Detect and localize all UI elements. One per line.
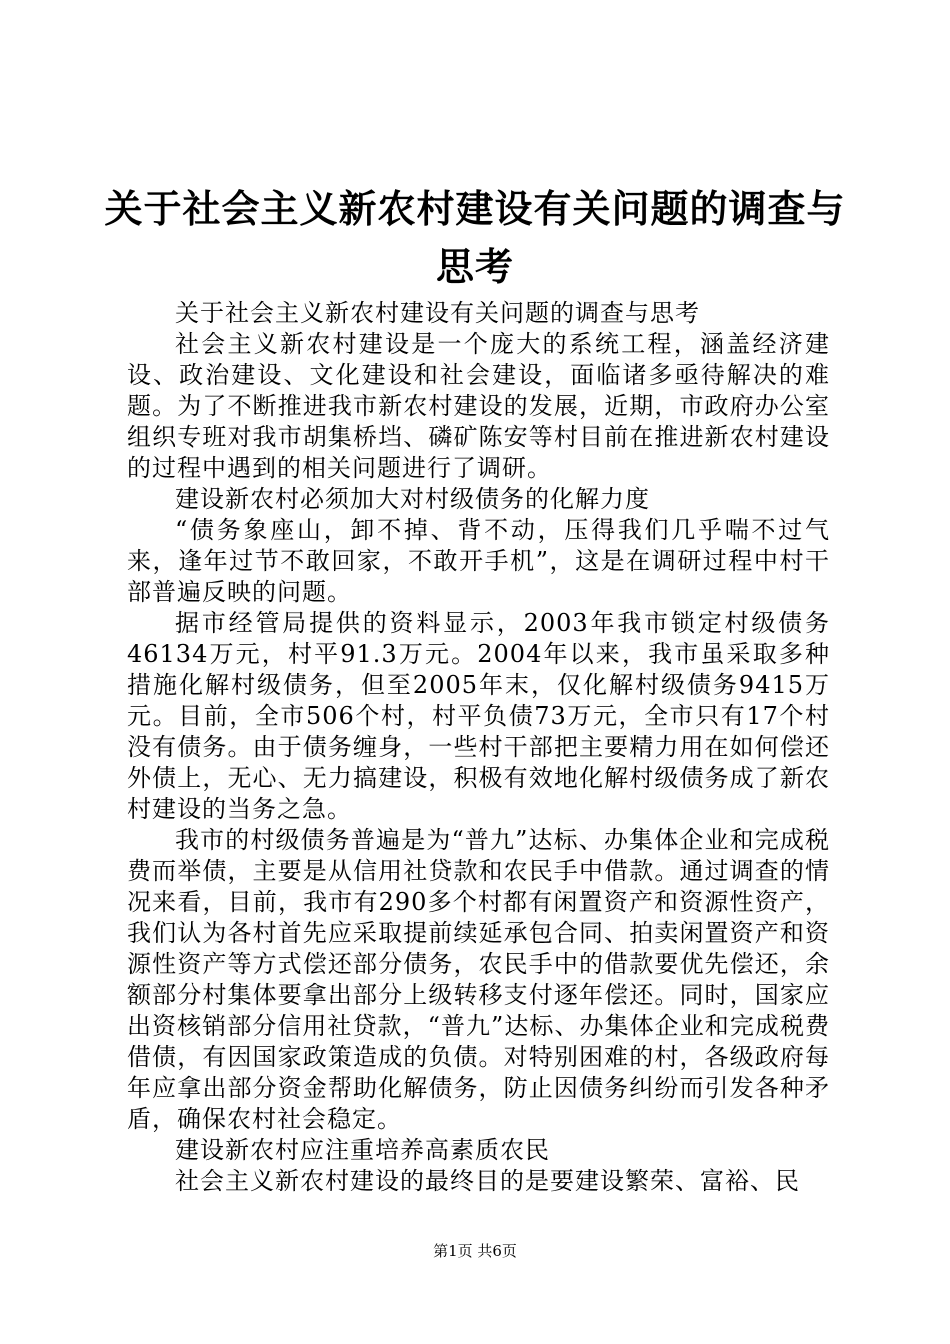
section-heading-farmers: 建设新农村应注重培养高素质农民 xyxy=(175,1136,550,1164)
paragraph-debt-data: 据市经管局提供的资料显示，2003年我市锁定村级债务46134万元，村平91.3万元。2004年以来，我市虽采取多种措施化解村级债务，但至2005年末，仅化解村级债务9415万元。目前，全市506个村，村平负债73万元，全市只有17个村没有债务。由于债务缠身，一些村干部把主要精力用在如何偿还外债上，无心、无力搞建设，积极有效地化解村级债务成了新农村建设的当务之急。 xyxy=(127,609,830,823)
document-body xyxy=(127,298,830,1197)
paragraph-debt-measures: 我市的村级债务普遍是为“普九”达标、办集体企业和完成税费而举债，主要是从信用社贷款和农民手中借款。通过调查的情况来看，目前，我市有290多个村都有闲置资产和资源性资产，我们认为各村首先应采取提前续延承包合同、拍卖闲置资产和资源性资产等方式偿还部分债务，农民手中的借款要优先偿还，余额部分村集体要拿出部分上级转移支付逐年偿还。同时，国家应出资核销部分信用社贷款，“普九”达标、办集体企业和完成税费借债，有因国家政策造成的负债。对特别困难的村，各级政府每年应拿出部分资金帮助化解债务，防止因债务纠纷而引发各种矛盾，确保农村社会稳定。 xyxy=(127,826,830,1133)
paragraph-debt-quote: “债务象座山，卸不掉、背不动，压得我们几乎喘不过气来，逢年过节不敢回家，不敢开手机”，这是在调研过程中村干部普遍反映的问题。 xyxy=(127,516,830,606)
paragraph-farmers-start: 社会主义新农村建设的最终目的是要建设繁荣、富裕、民 xyxy=(175,1167,800,1195)
document-title: 关于社会主义新农村建设有关问题的调查与思考 xyxy=(104,186,846,289)
paragraph-intro: 社会主义新农村建设是一个庞大的系统工程，涵盖经济建设、政治建设、文化建设和社会建设，面临诸多亟待解决的难题。为了不断推进我市新农村建设的发展，近期，市政府办公室组织专班对我市胡集桥垱、磷矿陈安等村目前在推进新农村建设的过程中遇到的相关问题进行了调研。 xyxy=(127,330,830,482)
section-heading-debt: 建设新农村必须加大对村级债务的化解力度 xyxy=(175,485,650,513)
page-number-footer: 第1页 共6页 xyxy=(433,1242,517,1260)
paragraph-subtitle: 关于社会主义新农村建设有关问题的调查与思考 xyxy=(175,299,700,327)
